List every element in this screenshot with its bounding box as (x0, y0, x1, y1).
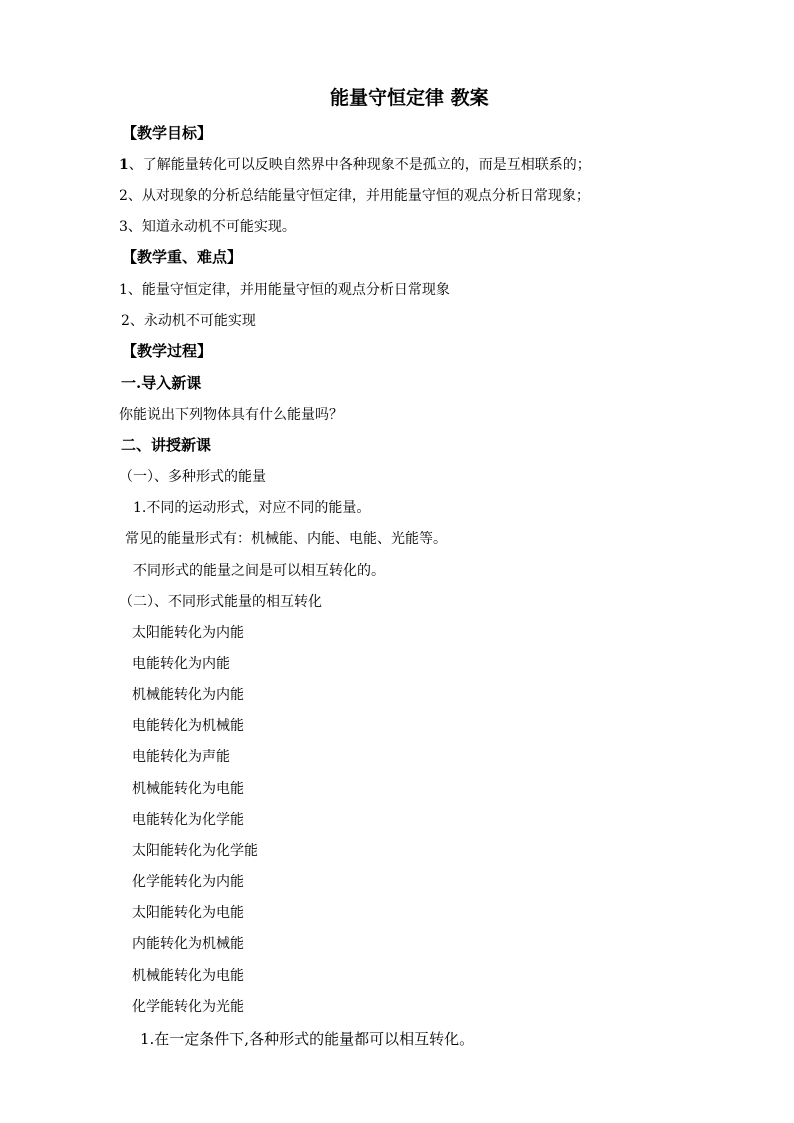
body-line: 不同形式的能量之间是可以相互转化的。 (133, 563, 385, 579)
section-heading-key-points: 【教学重、难点】 (122, 248, 243, 266)
body-line: 1.不同的运动形式，对应不同的能量。 (133, 500, 371, 516)
subheading-new-lesson: 二、讲授新课 (121, 436, 212, 454)
topic-heading-2: （二）、不同形式能量的相互转化 (119, 594, 322, 610)
conversion-item: 太阳能转化为化学能 (132, 843, 258, 859)
conversion-item: 内能转化为机械能 (132, 936, 244, 952)
conversion-item: 电能转化为化学能 (132, 812, 244, 828)
section-heading-objectives: 【教学目标】 (122, 124, 213, 142)
document-title: 能量守恒定律 教案 (330, 87, 489, 109)
section-heading-process: 【教学过程】 (122, 342, 213, 360)
objective-number-1: 1 (119, 157, 129, 173)
objective-line-3: 3、知道永动机不可能实现。 (119, 219, 296, 235)
conclusion-line: 1.在一定条件下,各种形式的能量都可以相互转化。 (140, 1030, 475, 1048)
subheading-intro: 一.导入新课 (121, 374, 202, 392)
conversion-item: 电能转化为内能 (132, 656, 230, 672)
conversion-item: 电能转化为机械能 (132, 718, 244, 734)
conversion-item: 机械能转化为内能 (132, 687, 244, 703)
conversion-item: 化学能转化为光能 (132, 999, 244, 1015)
conversion-item: 机械能转化为电能 (132, 968, 244, 984)
objective-line-1 (119, 156, 591, 174)
conversion-item: 太阳能转化为内能 (132, 625, 244, 641)
intro-question: 你能说出下列物体具有什么能量吗？ (119, 407, 343, 423)
conversion-item: 化学能转化为内能 (132, 874, 244, 890)
conversion-item: 电能转化为声能 (132, 749, 230, 765)
key-point-line-1: 1、能量守恒定律，并用能量守恒的观点分析日常现象 (119, 282, 450, 298)
conversion-item: 机械能转化为电能 (132, 781, 244, 797)
objective-line-2: 2、从对现象的分析总结能量守恒定律，并用能量守恒的观点分析日常现象； (119, 188, 590, 204)
conversion-item: 太阳能转化为电能 (132, 905, 244, 921)
objective-text-1: 、了解能量转化可以反映自然界中各种现象不是孤立的，而是互相联系的； (128, 157, 591, 173)
topic-heading-1: （一）、多种形式的能量 (119, 469, 266, 485)
key-point-line-2: 2、永动机不可能实现 (121, 313, 256, 329)
body-line: 常见的能量形式有：机械能、内能、电能、光能等。 (125, 531, 447, 547)
